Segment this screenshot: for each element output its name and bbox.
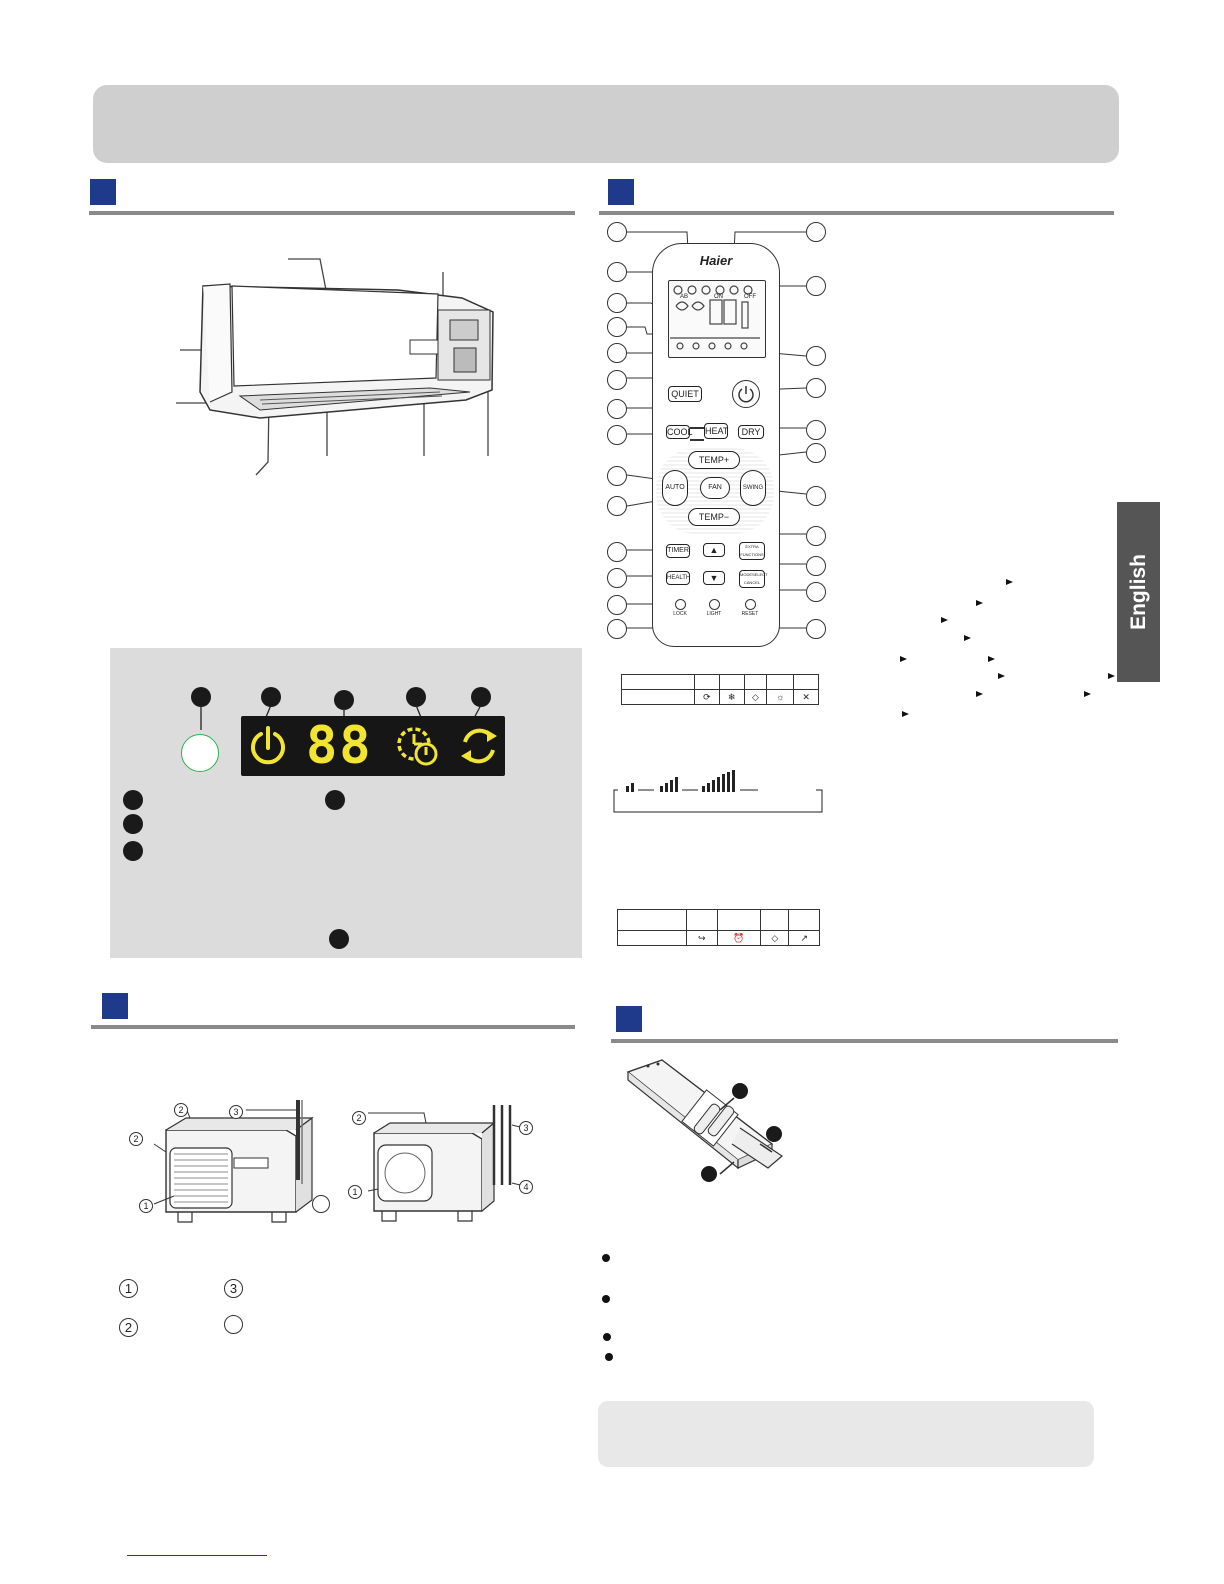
- lcd-label-on: ON: [714, 294, 723, 300]
- outdoor-legend-4: [224, 1315, 243, 1334]
- temperature-digits: 88: [306, 716, 373, 776]
- outdoor-b-callout-1: 1: [348, 1185, 362, 1199]
- cool-button[interactable]: COOL: [667, 427, 693, 437]
- auto-button[interactable]: AUTO: [662, 470, 688, 506]
- battery-install-illustration: [622, 1058, 792, 1183]
- up-arrow-button[interactable]: [703, 543, 725, 557]
- remote-receiver-indicator: [181, 734, 219, 772]
- legend-callout-3: [123, 841, 143, 861]
- temp-up-label: TEMP: [698, 455, 724, 465]
- section-marker-indoor: [90, 179, 116, 205]
- note-box: [598, 1401, 1094, 1467]
- temp-down-label: TEMP: [698, 512, 724, 522]
- swing-button[interactable]: SWING: [740, 470, 766, 506]
- legend-callout-5: [329, 929, 349, 949]
- extra-functions-button[interactable]: EXTRA FUNCTIONS: [739, 542, 765, 560]
- timer-button[interactable]: TIMER: [666, 544, 690, 558]
- light-label: LIGHT: [706, 611, 722, 617]
- outdoor-a-callout-1: 1: [139, 1199, 153, 1213]
- reset-button[interactable]: [745, 599, 756, 610]
- reset-label: RESET: [741, 611, 759, 617]
- lock-button[interactable]: [675, 599, 686, 610]
- down-arrow-button[interactable]: [703, 571, 725, 585]
- outdoor-unit-b-illustration: [368, 1105, 538, 1230]
- light-button[interactable]: [709, 599, 720, 610]
- battery-step-1: [732, 1083, 748, 1099]
- remote-callout-l10: [607, 496, 627, 516]
- section-marker-battery: [616, 1006, 642, 1032]
- remote-callout-l11: [607, 542, 627, 562]
- arrow-marker: [1108, 673, 1115, 679]
- fan-speed-diagram: [612, 770, 826, 816]
- arrow-marker: [941, 617, 948, 623]
- arrow-marker: [1006, 579, 1013, 585]
- bullet: [602, 1295, 610, 1303]
- quiet-button[interactable]: QUIET: [668, 386, 702, 402]
- cool-heat-divider: [690, 427, 704, 441]
- remote-callout-l3: [607, 293, 627, 313]
- outdoor-legend-1: 1: [119, 1279, 138, 1298]
- remote-callout-l12: [607, 568, 627, 588]
- timer-icon: [394, 722, 442, 770]
- remote-callout-l5: [607, 343, 627, 363]
- legend-callout-1: [123, 790, 143, 810]
- function-icon-table: ↪ ⏰ ◇ ↗: [617, 909, 820, 946]
- section-rule-outdoor: [91, 1025, 575, 1029]
- legend-callout-2: [123, 814, 143, 834]
- modeselect-cancel-button[interactable]: MODESELECT CANCEL: [739, 570, 765, 588]
- temp-up-button[interactable]: [688, 451, 740, 469]
- outdoor-a-callout-3: 3: [229, 1105, 243, 1119]
- outdoor-a-callout-4: [312, 1195, 330, 1213]
- section-marker-remote: [608, 179, 634, 205]
- remote-callout-l4: [607, 317, 627, 337]
- up-arrow-icon: ▲: [709, 545, 719, 555]
- remote-brand-logo: Haier: [699, 253, 733, 268]
- title-banner: [93, 85, 1119, 163]
- arrow-marker: [976, 691, 983, 697]
- arrow-marker: [988, 656, 995, 662]
- plus-icon: +: [723, 455, 730, 465]
- section-marker-outdoor: [102, 993, 128, 1019]
- minus-icon: −: [723, 512, 730, 522]
- remote-callout-l2: [607, 262, 627, 282]
- auto-mode-icon: [455, 722, 503, 770]
- section-rule-indoor: [89, 211, 575, 215]
- outdoor-legend-2: 2: [119, 1318, 138, 1337]
- outdoor-a-callout-2-left: 2: [129, 1132, 143, 1146]
- section-rule-battery: [611, 1039, 1118, 1043]
- remote-callout-l13: [607, 595, 627, 615]
- bullet: [605, 1353, 613, 1361]
- outdoor-legend-3: 3: [224, 1279, 243, 1298]
- heat-button[interactable]: HEAT: [704, 423, 728, 439]
- remote-callout-l7: [607, 399, 627, 419]
- remote-callout-l6: [607, 370, 627, 390]
- power-button[interactable]: [732, 380, 760, 408]
- remote-callout-l8: [607, 425, 627, 445]
- power-button-icon: [733, 381, 759, 407]
- fan-button[interactable]: FAN: [700, 477, 730, 499]
- lcd-label-ab: AB: [680, 294, 689, 300]
- remote-callout-l1: [607, 222, 627, 242]
- mode-icon-table: ⟳ ❄ ◇ ☼ ✕: [621, 674, 819, 705]
- down-arrow-icon: ▼: [709, 573, 719, 583]
- bullet: [603, 1333, 611, 1341]
- remote-callout-l14: [607, 619, 627, 639]
- arrow-marker: [1084, 691, 1091, 697]
- footer-link[interactable]: [127, 1555, 267, 1556]
- section-rule-remote: [599, 211, 1114, 215]
- arrow-marker: [976, 600, 983, 606]
- power-icon: [248, 722, 288, 770]
- language-tab[interactable]: [1117, 502, 1160, 682]
- legend-callout-4: [325, 790, 345, 810]
- language-tab-label: English: [1126, 554, 1150, 630]
- indoor-unit-illustration: [170, 250, 510, 480]
- arrow-marker: [902, 711, 909, 717]
- temp-down-button[interactable]: [688, 508, 740, 526]
- lcd-label-off: OFF: [744, 294, 756, 300]
- dry-button[interactable]: DRY: [738, 425, 764, 439]
- outdoor-b-callout-3: 3: [519, 1121, 533, 1135]
- lock-label: LOCK: [673, 611, 687, 617]
- arrow-marker: [900, 656, 907, 662]
- remote-callout-l9: [607, 466, 627, 486]
- battery-step-2: [766, 1126, 782, 1142]
- arrow-marker: [964, 635, 971, 641]
- outdoor-a-callout-2-top: 2: [174, 1103, 188, 1117]
- outdoor-b-callout-2: 2: [352, 1111, 366, 1125]
- battery-step-3: [701, 1166, 717, 1182]
- bullet: [602, 1254, 610, 1262]
- outdoor-unit-a-illustration: [126, 1100, 336, 1230]
- health-button[interactable]: HEALTH: [666, 571, 690, 585]
- outdoor-b-callout-4: 4: [519, 1180, 533, 1194]
- arrow-marker: [998, 673, 1005, 679]
